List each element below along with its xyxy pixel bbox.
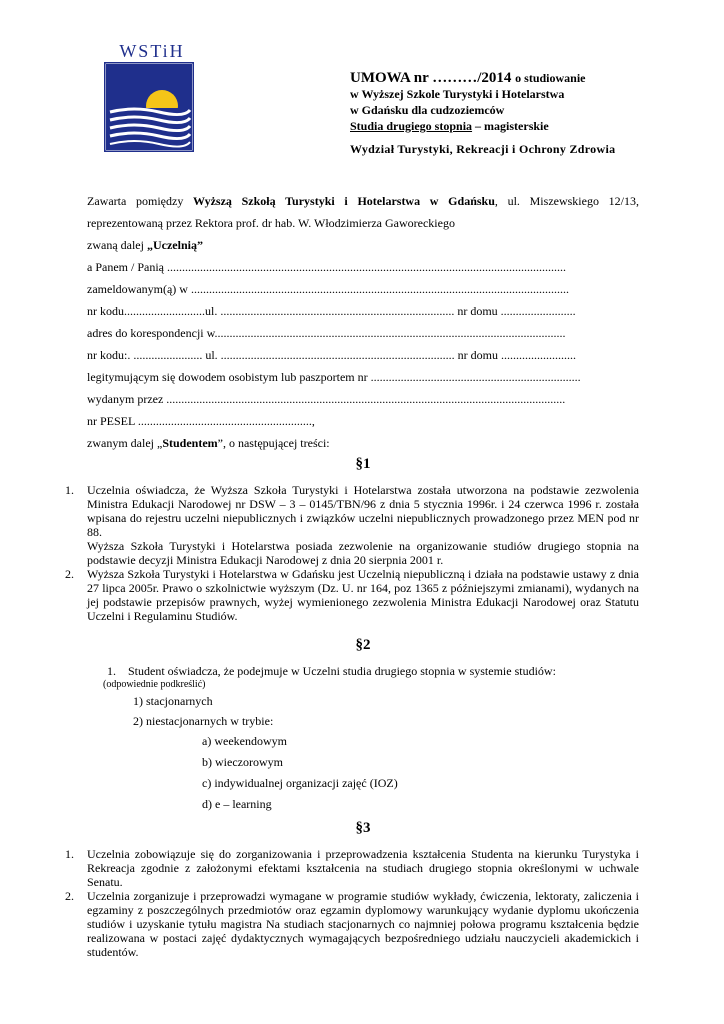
study-mode: b) wieczorowym <box>202 755 283 769</box>
list-item: 2. Uczelnia zorganizuje i przeprowadzi wymagane w programie studiów wykłady, ćwiczenia, lektoraty, zaliczenia i egzaminy z poszczególnych przedmiotów oraz egzamin dyplomowy warunkujący wydanie dyplomu ukończenia studiów i uzyskanie tytułu magistra Na studiach stacjonarnych co najmniej połowa programu kształcenia będzie realizowana w postaci zajęć dydaktycznych wymagających bezpośredniego udziału nauczycieli akademickich i studentów. <box>65 889 639 959</box>
contract-header <box>350 70 680 157</box>
study-level: Studia drugiego stopnia – magisterskie <box>350 119 549 133</box>
section-2 <box>87 637 639 815</box>
logo-text: WSTiH <box>119 41 185 61</box>
list-item: 1. Uczelnia zobowiązuje się do zorganizowania i przeprowadzenia kształcenia Studenta na kierunku Turystyka i Rekreacja zgodnie z założonymi efektami kształcenia na studiach drugiego stopnia określonymi w uchwale Senatu. <box>65 847 639 889</box>
field-line: nr kodu...........................ul. .............................................................................. nr domu ......................... <box>87 304 576 318</box>
study-mode: d) e – learning <box>202 797 272 811</box>
field-line: legitymującym się dowodem osobistym lub paszportem nr ...................................................................... <box>87 370 581 384</box>
student-alias: zwanym dalej „Studentem”, o następującej treści: <box>87 436 330 450</box>
study-mode: c) indywidualnej organizacji zajęć (IOZ) <box>202 776 398 790</box>
list-item: 2. Wyższa Szkoła Turystyki i Hotelarstwa w Gdańsku jest Uczelnią niepubliczną i działa na podstawie ustawy z dnia 27 lipca 2005r. Prawo o szkolnictwie wyższym (Dz. U. nr 164, poz 1365 z późniejszymi zmianami), wydanych na jej podstawie przepisów prawnych, wyżej wymienionego zezwolenia Ministra Edukacji Narodowej oraz Statutu Uczelni i Regulaminu Studiów. <box>65 567 639 623</box>
section-heading: §1 <box>355 456 371 472</box>
study-option: 2) niestacjonarnych w trybie: <box>133 714 274 728</box>
field-line: nr kodu:. ....................... ul. .............................................................................. nr domu ......................... <box>87 348 576 362</box>
school-city-line: w Gdańsku dla cudzoziemców <box>350 103 505 117</box>
school-logo <box>104 42 200 157</box>
contract-title: UMOWA nr ………/2014 o studiowanie <box>350 70 586 86</box>
study-system-statement: 1. Student oświadcza, że podejmuje w Uczelni studia drugiego stopnia w systemie studiów: <box>107 664 556 678</box>
field-line: nr PESEL .........................................................., <box>87 414 315 428</box>
section-1 <box>65 456 639 623</box>
department-name: Wydział Turystyki, Rekreacji i Ochrony Zdrowia <box>350 142 616 156</box>
section-3 <box>65 820 639 959</box>
field-line: adres do korespondencji w..................................................................................................................... <box>87 326 566 340</box>
university-alias: zwaną dalej „Uczelnią” <box>87 238 203 252</box>
field-line: wydanym przez ..................................................................................................................................... <box>87 392 566 406</box>
list-item: 1. Uczelnia oświadcza, że Wyższa Szkoła Turystyki i Hotelarstwa została utworzona na podstawie zezwolenia Ministra Edukacji Narodowej nr DSW – 3 – 0145/TBN/96 z dnia 5 stycznia 1996r. i 24 czerwca 1996 r. została wpisana do rejestru uczelni niepublicznych i związków uczelni niepublicznych prowadzonego przez MEN pod nr 88. Wyższa Szkoła Turystyki i Hotelarstwa posiada zezwolenie na organizowanie studiów drugiego stopnia na podstawie decyzji Ministra Edukacji Narodowej z dnia 20 sierpnia 2001 r. <box>65 483 639 567</box>
contract-parties <box>87 190 639 454</box>
instruction-note: (odpowiednie podkreślić) <box>103 679 206 690</box>
study-mode: a) weekendowym <box>202 734 287 748</box>
school-name-line: w Wyższej Szkole Turystyki i Hotelarstwa <box>350 87 565 101</box>
section-heading: §3 <box>355 820 371 836</box>
logo-emblem <box>104 62 194 152</box>
parties-paragraph: Zawarta pomiędzy Wyższą Szkołą Turystyki i Hotelarstwa w Gdańsku, ul. Miszewskiego 12/13, reprezentowaną przez Rektora prof. dr hab. W. Włodzimierza Gaworeckiego <box>87 194 640 230</box>
field-line: a Panem / Panią ..................................................................................................................................... <box>87 260 566 274</box>
field-line: zameldowanym(ą) w .............................................................................................................................. <box>87 282 569 296</box>
section-heading: §2 <box>355 637 371 653</box>
study-option: 1) stacjonarnych <box>133 694 213 708</box>
